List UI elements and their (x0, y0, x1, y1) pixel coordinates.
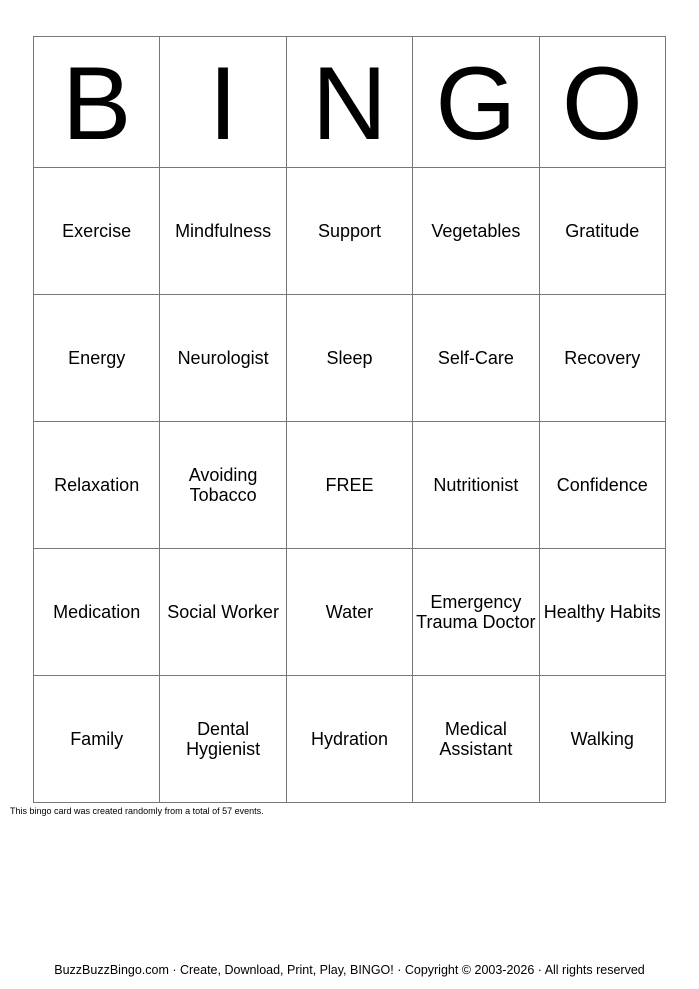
card-generation-note: This bingo card was created randomly from a total of 57 events. (10, 806, 264, 816)
bingo-cell: Support (286, 168, 412, 295)
bingo-cell: Recovery (539, 295, 665, 422)
header-letter-i: I (160, 37, 286, 168)
bingo-cell: Confidence (539, 422, 665, 549)
bingo-cell: Walking (539, 676, 665, 803)
bingo-cell: Water (286, 549, 412, 676)
bingo-row (34, 676, 666, 803)
header-letter-n: N (286, 37, 412, 168)
bingo-cell: Avoiding Tobacco (160, 422, 286, 549)
bingo-cell: Gratitude (539, 168, 665, 295)
bingo-cell: Social Worker (160, 549, 286, 676)
bingo-cell: Nutritionist (413, 422, 539, 549)
bingo-card (33, 36, 666, 803)
bingo-cell: Sleep (286, 295, 412, 422)
bingo-cell: Family (34, 676, 160, 803)
bingo-cell: Healthy Habits (539, 549, 665, 676)
bingo-cell: Hydration (286, 676, 412, 803)
bingo-row (34, 549, 666, 676)
bingo-row (34, 168, 666, 295)
header-letter-b: B (34, 37, 160, 168)
bingo-cell: Mindfulness (160, 168, 286, 295)
bingo-cell: Relaxation (34, 422, 160, 549)
bingo-cell: Self-Care (413, 295, 539, 422)
bingo-cell: Medical Assistant (413, 676, 539, 803)
header-letter-g: G (413, 37, 539, 168)
bingo-row (34, 422, 666, 549)
free-space-cell: FREE (286, 422, 412, 549)
bingo-row (34, 295, 666, 422)
bingo-cell: Exercise (34, 168, 160, 295)
bingo-header-row (34, 37, 666, 168)
bingo-cell: Medication (34, 549, 160, 676)
bingo-cell: Dental Hygienist (160, 676, 286, 803)
bingo-cell: Vegetables (413, 168, 539, 295)
header-letter-o: O (539, 37, 665, 168)
site-footer: BuzzBuzzBingo.com · Create, Download, Print, Play, BINGO! · Copyright © 2003-2026 · All rights reserved (54, 963, 645, 977)
bingo-cell: Energy (34, 295, 160, 422)
bingo-cell: Emergency Trauma Doctor (413, 549, 539, 676)
bingo-cell: Neurologist (160, 295, 286, 422)
